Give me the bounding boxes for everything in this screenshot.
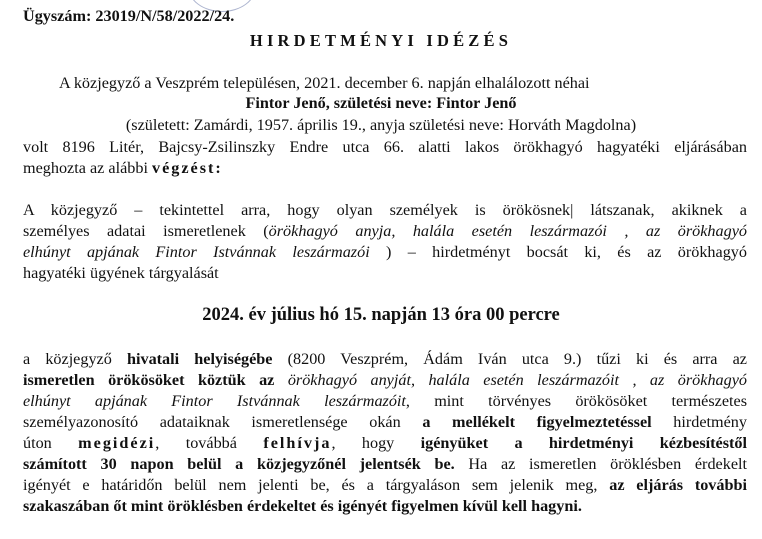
para2-line-2 xyxy=(23,370,747,390)
para2-line-3-text: , mint törvényes örökösöket természetes xyxy=(405,392,747,410)
para2-line-5 xyxy=(23,433,747,453)
intro-line-1: A közjegyző a Veszprém településen, 2021. december 6. napján elhalálozott néhai xyxy=(59,74,590,92)
para2-consequence-start: az eljárás további xyxy=(609,476,747,494)
para1-line-2 xyxy=(23,221,747,241)
intro-line-5-text: meghozta az alábbi xyxy=(23,159,152,177)
intro-line-5 xyxy=(23,158,223,178)
para2-line-7 xyxy=(23,475,747,495)
para2-line-1-c: (8200 Veszprém, Ádám Iván utca 9.) tűzi ki és arra az xyxy=(272,350,747,368)
deceased-name: Fintor Jenő, születési neve: Fintor Jenő xyxy=(245,94,517,112)
para2-line-6-b: Ha az ismeretlen öröklésben érdekelt xyxy=(454,455,747,473)
para2-line-8: szakaszában őt mint öröklésben érdekeltet és igényét figyelmen kívül kell hagyni. xyxy=(23,497,582,515)
para2-unknown-heirs: ismeretlen örökösöket köztük az xyxy=(23,371,288,389)
para2-deadline: számított 30 napon belül a közjegyzőnél jelentsék be. xyxy=(23,455,455,473)
decision-word: végzést: xyxy=(152,159,223,177)
para1-line-3 xyxy=(23,242,747,262)
para2-line-3 xyxy=(23,391,747,411)
birth-details: (született: Zamárdi, 1957. április 19., anyja születési neve: Horváth Magdolna) xyxy=(125,116,637,134)
intro-line-4: volt 8196 Litér, Bajcsy-Zsilinszky Endre utca 66. alatti lakos örökhagyó hagyatéki eljárásában xyxy=(23,138,747,156)
para1-line-2-italic: örökhagyó anyja, halála esetén leszármazói , az örökhagyó xyxy=(268,222,747,240)
para2-line-5-a: úton xyxy=(23,434,79,452)
para2-line-4-c: hirdetmény xyxy=(651,413,747,431)
para2-claim: igényüket a hirdetményi kézbesítéstől xyxy=(420,434,748,452)
para2-line-2-italic: örökhagyó anyját, halála esetén leszármazóit , az örökhagyó xyxy=(287,371,748,389)
para2-line-5-c: , továbbá xyxy=(155,434,264,452)
para2-line-1-a: a közjegyző xyxy=(23,350,127,368)
para1-line-3-text: ) – hirdetményt bocsát ki, és az örökhagyó xyxy=(369,243,747,261)
para2-warning: a mellékelt figyelmeztetéssel xyxy=(422,413,652,431)
para2-line-1 xyxy=(23,349,747,369)
para2-office: hivatali helyiségébe xyxy=(126,350,273,368)
para2-line-6 xyxy=(23,454,747,474)
para1-line-2-text: személyes adatai ismeretlenek ( xyxy=(23,222,269,240)
case-number: Ügyszám: 23019/N/58/2022/24. xyxy=(23,7,235,25)
para2-line-3-italic: elhúnyt apjának Fintor Istvánnak leszármazóit xyxy=(23,392,406,410)
para2-line-4 xyxy=(23,412,747,432)
call-word: felhívja xyxy=(263,434,332,452)
para2-line-4-a: személyazonosító adataiknak ismeretlensége okán xyxy=(23,413,423,431)
para1-line-1: A közjegyző – tekintettel arra, hogy olyan személyek is örökösnek| látszanak, akiknek a xyxy=(23,201,747,219)
para1-line-4: hagyatéki ügyének tárgyalását xyxy=(23,264,219,282)
summons-word: megidézi xyxy=(78,434,156,452)
hearing-date: 2024. év július hó 15. napján 13 óra 00 percre xyxy=(202,305,560,325)
para2-line-5-e: , hogy xyxy=(331,434,421,452)
para1-line-3-italic: elhúnyt apjának Fintor Istvánnak leszármazói xyxy=(23,243,370,261)
document-title: HIRDETMÉNYI IDÉZÉS xyxy=(249,31,513,50)
para2-line-7-a: igényét e határidőn belül nem jelenti be, és a tárgyaláson sem jelenik meg, xyxy=(23,476,610,494)
